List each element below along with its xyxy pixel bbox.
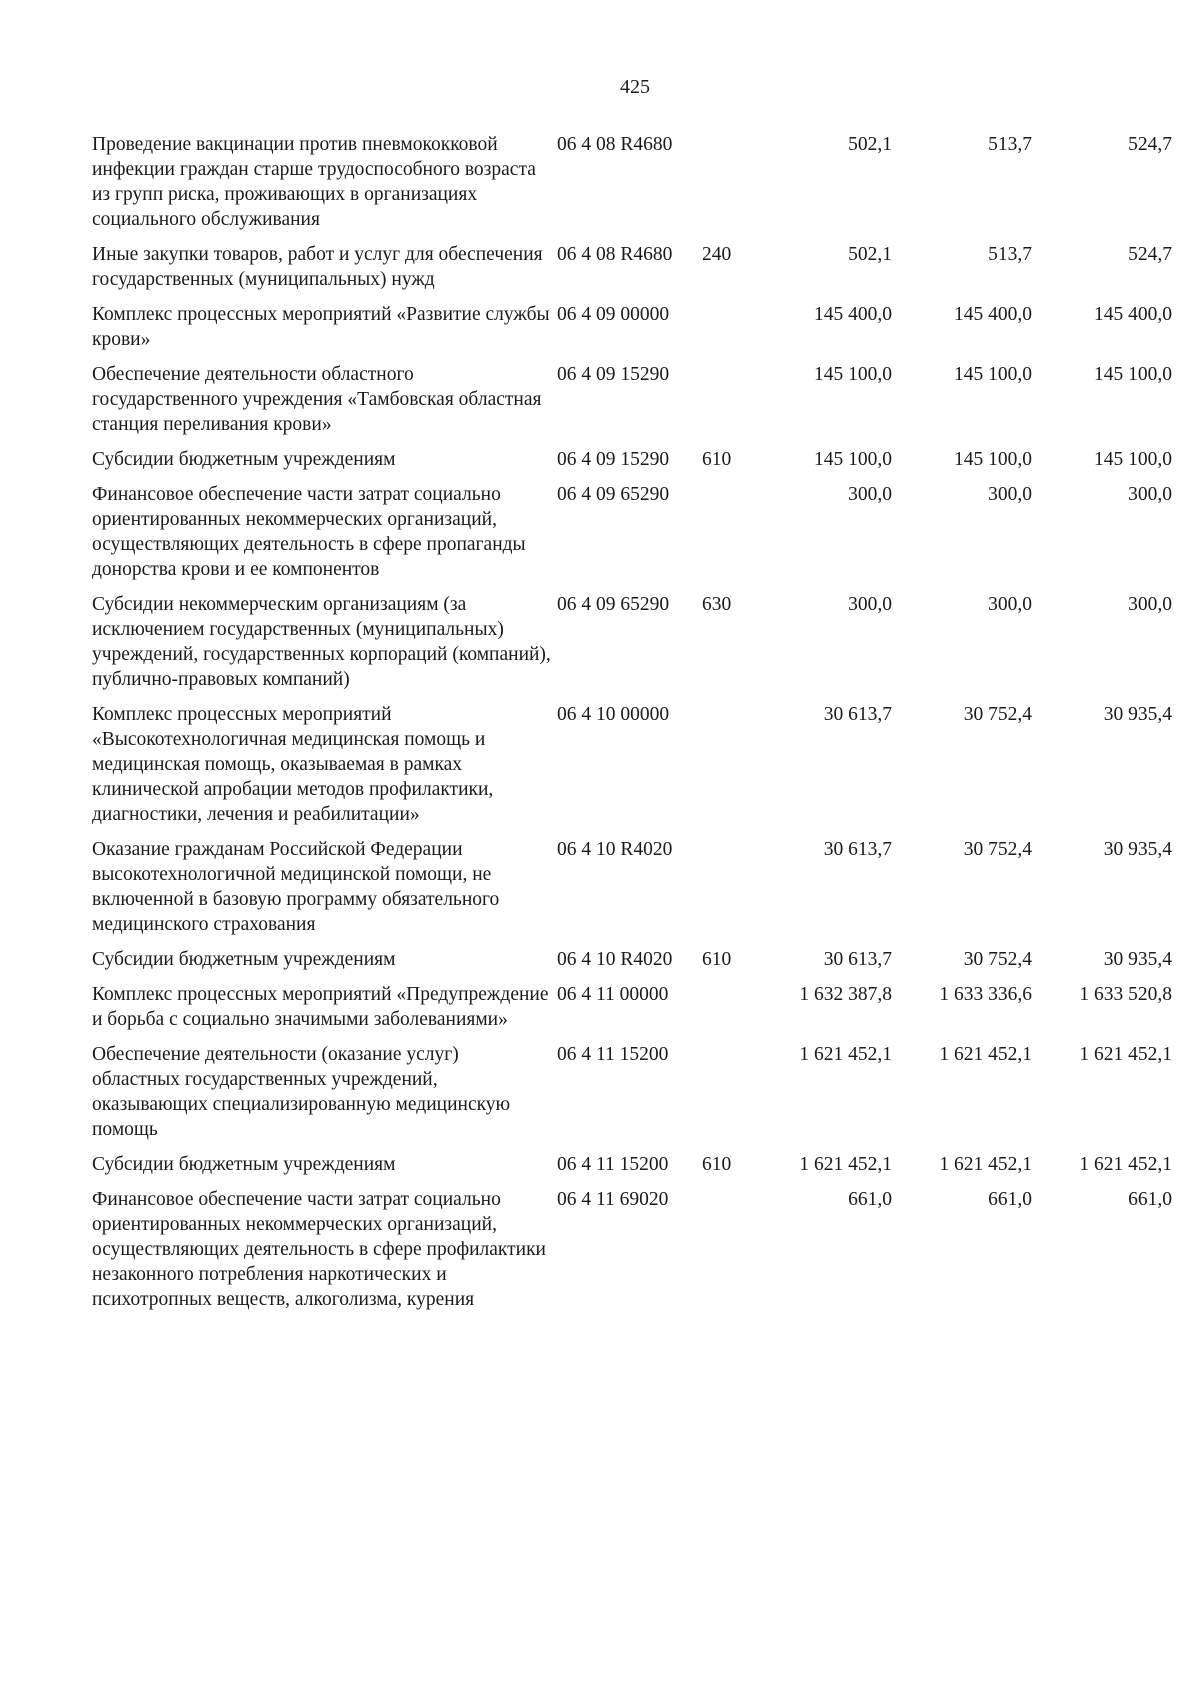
row-value-1: 300,0: [848, 484, 892, 505]
row-value-1: 502,1: [848, 244, 892, 265]
row-name: Финансовое обеспечение части затрат социально ориентированных некоммерческих организаций, осуществляющих деятельность в сфере профилактики незаконного потребления наркотических и психотропных веществ, алкоголизма, курения: [92, 1189, 546, 1310]
row-value-3: 145 100,0: [1094, 364, 1172, 385]
row-value-3: 145 400,0: [1094, 304, 1172, 325]
row-name: Комплекс процессных мероприятий «Высокотехнологичная медицинская помощь и медицинская помощь, оказываемая в рамках клинической апробации методов профилактики, диагностики, лечения и реабилитации»: [92, 704, 494, 825]
row-value-1: 1 621 452,1: [799, 1044, 892, 1065]
row-value-3: 661,0: [1128, 1189, 1172, 1210]
table-row: [92, 362, 1172, 447]
row-value-2: 30 752,4: [963, 839, 1032, 860]
row-expense-type: [702, 362, 752, 447]
row-value-1: 30 613,7: [823, 839, 892, 860]
row-value-3: 1 621 452,1: [1079, 1154, 1172, 1175]
row-value-2: 1 621 452,1: [939, 1044, 1032, 1065]
row-code: 06 4 08 R4680: [557, 244, 673, 265]
row-name: Иные закупки товаров, работ и услуг для обеспечения государственных (муниципальных) нужд: [92, 244, 543, 290]
row-value-2: 300,0: [988, 594, 1032, 615]
row-expense-type: [702, 302, 752, 362]
row-name: Оказание гражданам Российской Федерации высокотехнологичной медицинской помощи, не включенной в базовую программу обязательного медицинского страхования: [92, 839, 500, 935]
row-name: Обеспечение деятельности (оказание услуг) областных государственных учреждений, оказывающих специализированную медицинскую помощь: [92, 1044, 511, 1140]
row-value-3: 524,7: [1128, 134, 1172, 155]
row-expense-type: [702, 1187, 752, 1322]
row-value-2: 513,7: [988, 244, 1032, 265]
row-name: Субсидии бюджетным учреждениям: [92, 949, 396, 970]
row-value-1: 661,0: [848, 1189, 892, 1210]
row-expense-type: 610: [702, 949, 732, 970]
row-name: Субсидии бюджетным учреждениям: [92, 1154, 396, 1175]
row-value-3: 300,0: [1128, 484, 1172, 505]
row-name: Комплекс процессных мероприятий «Развитие службы крови»: [92, 304, 550, 350]
table-row: [92, 837, 1172, 947]
row-value-2: 30 752,4: [963, 704, 1032, 725]
table-row: [92, 947, 1172, 982]
table-row: [92, 702, 1172, 837]
table-body: [92, 132, 1172, 1322]
row-value-1: 502,1: [848, 134, 892, 155]
row-expense-type: [702, 1042, 752, 1152]
row-expense-type: 240: [702, 244, 732, 265]
row-value-3: 300,0: [1128, 594, 1172, 615]
row-code: 06 4 08 R4680: [557, 134, 673, 155]
row-value-1: 145 100,0: [814, 449, 892, 470]
row-code: 06 4 11 69020: [557, 1189, 669, 1210]
row-value-3: 145 100,0: [1094, 449, 1172, 470]
row-name: Проведение вакцинации против пневмококковой инфекции граждан старше трудоспособного возраста из групп риска, проживающих в организациях социального обслуживания: [92, 134, 536, 230]
table-row: [92, 1152, 1172, 1187]
row-name: Субсидии бюджетным учреждениям: [92, 449, 396, 470]
row-expense-type: 610: [702, 449, 732, 470]
row-expense-type: [702, 702, 752, 837]
table-row: [92, 1187, 1172, 1322]
row-value-1: 1 632 387,8: [799, 984, 892, 1005]
row-expense-type: [702, 982, 752, 1042]
row-expense-type: [702, 132, 752, 242]
row-value-2: 145 100,0: [954, 449, 1032, 470]
budget-table: [92, 132, 1172, 1322]
row-value-3: 524,7: [1128, 244, 1172, 265]
table-row: [92, 242, 1172, 302]
row-code: 06 4 09 65290: [557, 594, 670, 615]
row-value-2: 145 400,0: [954, 304, 1032, 325]
row-code: 06 4 09 00000: [557, 304, 670, 325]
row-code: 06 4 10 R4020: [557, 949, 673, 970]
row-name: Финансовое обеспечение части затрат социально ориентированных некоммерческих организаций, осуществляющих деятельность в сфере пропаганды донорства крови и ее компонентов: [92, 484, 526, 580]
table-row: [92, 302, 1172, 362]
row-code: 06 4 09 65290: [557, 484, 670, 505]
row-value-2: 145 100,0: [954, 364, 1032, 385]
row-value-3: 1 633 520,8: [1079, 984, 1172, 1005]
row-code: 06 4 11 15200: [557, 1044, 669, 1065]
table-row: [92, 482, 1172, 592]
row-code: 06 4 11 15200: [557, 1154, 669, 1175]
row-value-2: 513,7: [988, 134, 1032, 155]
row-value-2: 1 633 336,6: [939, 984, 1032, 1005]
table-row: [92, 982, 1172, 1042]
row-value-2: 661,0: [988, 1189, 1032, 1210]
row-expense-type: 630: [702, 594, 732, 615]
row-value-3: 30 935,4: [1103, 839, 1172, 860]
row-value-2: 300,0: [988, 484, 1032, 505]
row-value-1: 30 613,7: [823, 949, 892, 970]
row-code: 06 4 09 15290: [557, 364, 670, 385]
table-row: [92, 132, 1172, 242]
row-expense-type: [702, 837, 752, 947]
row-code: 06 4 09 15290: [557, 449, 670, 470]
row-name: Комплекс процессных мероприятий «Предупреждение и борьба с социально значимыми заболеваниями»: [92, 984, 549, 1030]
row-expense-type: 610: [702, 1154, 732, 1175]
row-value-3: 30 935,4: [1103, 704, 1172, 725]
row-value-3: 1 621 452,1: [1079, 1044, 1172, 1065]
row-value-1: 300,0: [848, 594, 892, 615]
row-name: Обеспечение деятельности областного государственного учреждения «Тамбовская областная станция переливания крови»: [92, 364, 542, 435]
row-name: Субсидии некоммерческим организациям (за исключением государственных (муниципальных) учреждений, государственных корпораций (компаний), публично-правовых компаний): [92, 594, 551, 690]
row-code: 06 4 11 00000: [557, 984, 669, 1005]
row-value-1: 1 621 452,1: [799, 1154, 892, 1175]
row-value-2: 30 752,4: [963, 949, 1032, 970]
row-value-1: 145 100,0: [814, 364, 892, 385]
row-expense-type: [702, 482, 752, 592]
row-code: 06 4 10 R4020: [557, 839, 673, 860]
table-row: [92, 592, 1172, 702]
table-row: [92, 447, 1172, 482]
row-value-2: 1 621 452,1: [939, 1154, 1032, 1175]
row-value-1: 30 613,7: [823, 704, 892, 725]
table-row: [92, 1042, 1172, 1152]
row-value-3: 30 935,4: [1103, 949, 1172, 970]
row-value-1: 145 400,0: [814, 304, 892, 325]
row-code: 06 4 10 00000: [557, 704, 670, 725]
page-number: 425: [620, 76, 650, 98]
